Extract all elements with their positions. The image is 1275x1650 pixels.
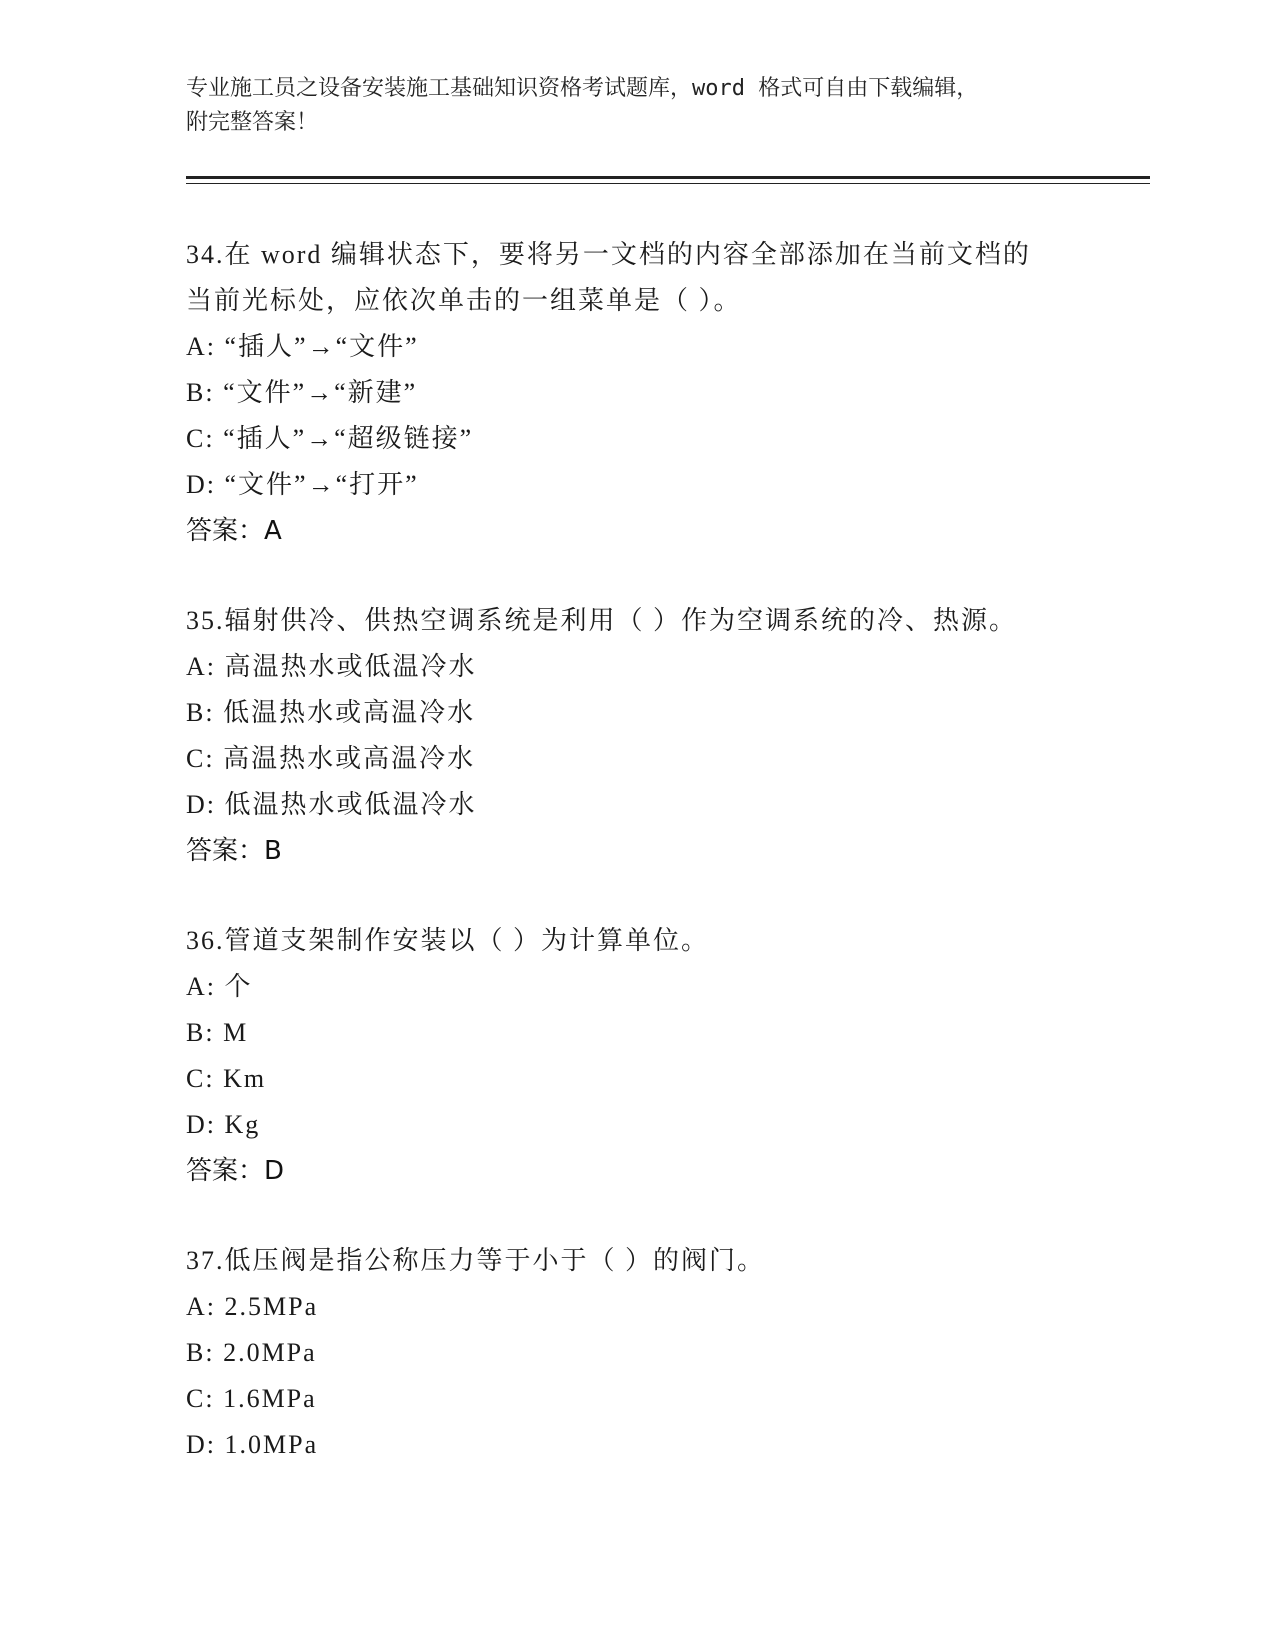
header-line-1: 专业施工员之设备安装施工基础知识资格考试题库，word 格式可自由下载编辑， [186,76,979,101]
question-35 [186,598,1086,874]
option-b: B: 低温热水或高温冷水 [186,698,476,727]
question-text: 36.管道支架制作安装以（ ）为计算单位。 [186,926,710,955]
option-d: D: Kg [186,1110,261,1139]
option-d: D: “文件”→“打开” [186,470,419,499]
question-36 [186,918,1086,1194]
question-text: 35.辐射供冷、供热空调系统是利用（ ）作为空调系统的冷、热源。 [186,606,1018,635]
question-text: 37.低压阀是指公称压力等于小于（ ）的阀门。 [186,1246,766,1275]
header-line-2: 附完整答案！ [186,110,319,135]
option-b: B: “文件”→“新建” [186,378,418,407]
question-text: 34.在 word 编辑状态下，要将另一文档的内容全部添加在当前文档的 [186,240,1031,269]
option-a: A: 个 [186,972,253,1001]
answer-label: 答案：A [186,516,282,546]
option-a: A: “插人”→“文件” [186,332,419,361]
option-a: A: 高温热水或低温冷水 [186,652,477,681]
option-c: C: 1.6MPa [186,1384,317,1413]
option-c: C: “插人”→“超级链接” [186,424,474,453]
option-b: B: 2.0MPa [186,1338,317,1367]
question-list [186,232,1086,1512]
option-d: D: 低温热水或低温冷水 [186,790,477,819]
option-a: A: 2.5MPa [186,1292,319,1321]
header-divider-thick [186,176,1150,179]
document-header [186,72,1086,140]
header-divider-thin [186,183,1150,184]
question-37 [186,1238,1086,1468]
option-c: C: 高温热水或高温冷水 [186,744,476,773]
question-text-continued: 当前光标处，应依次单击的一组菜单是（ ）。 [186,286,742,315]
answer-label: 答案：D [186,1156,285,1186]
option-b: B: M [186,1018,249,1047]
answer-label: 答案：B [186,836,282,866]
option-c: C: Km [186,1064,267,1093]
option-d: D: 1.0MPa [186,1430,319,1459]
question-34 [186,232,1086,554]
